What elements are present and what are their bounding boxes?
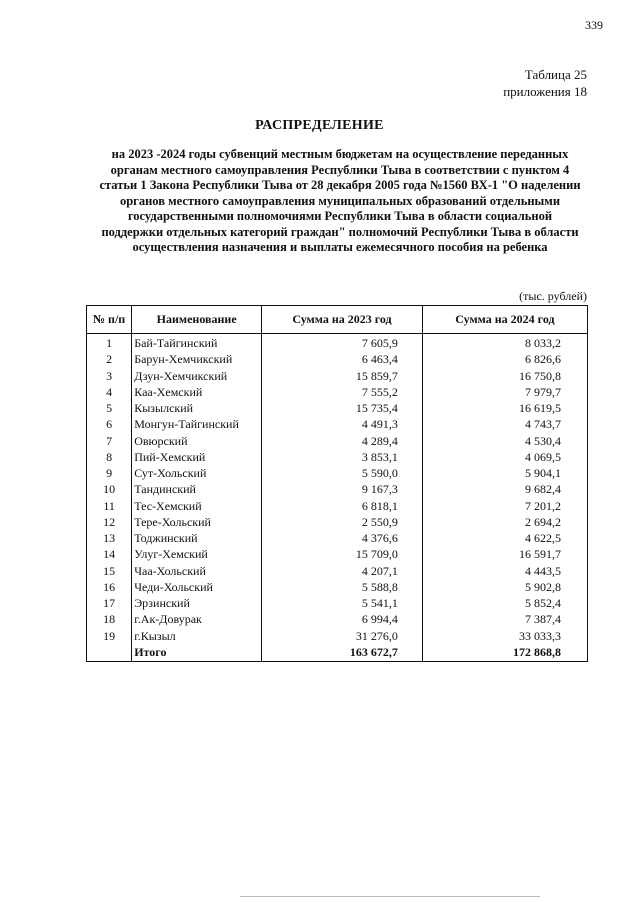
distribution-table <box>86 305 588 662</box>
cell-sum-2024: 8 033,2 <box>422 334 587 352</box>
total-cell-sum-2024: 172 868,8 <box>422 644 587 662</box>
cell-sum-2023: 7 605,9 <box>262 334 423 352</box>
cell-name: Каа-Хемский <box>132 384 262 400</box>
cell-sum-2024: 4 069,5 <box>422 449 587 465</box>
table-row <box>87 433 588 449</box>
cell-sum-2024: 5 852,4 <box>422 595 587 611</box>
cell-sum-2024: 7 201,2 <box>422 498 587 514</box>
cell-sum-2023: 6 818,1 <box>262 498 423 514</box>
cell-sum-2023: 4 376,6 <box>262 530 423 546</box>
cell-name: Чеди-Хольский <box>132 579 262 595</box>
subtitle-line: поддержки отдельных категорий граждан" полномочий Республики Тыва в области <box>101 224 579 239</box>
cell-number: 2 <box>87 351 132 367</box>
cell-number: 17 <box>87 595 132 611</box>
table-row <box>87 449 588 465</box>
page-number: 339 <box>585 18 603 32</box>
cell-sum-2024: 4 443,5 <box>422 563 587 579</box>
table-ref-line-1: Таблица 25 <box>524 67 587 82</box>
table-row <box>87 384 588 400</box>
cell-number: 13 <box>87 530 132 546</box>
cell-sum-2023: 5 588,8 <box>262 579 423 595</box>
total-cell-name: Итого <box>132 644 262 662</box>
cell-sum-2023: 4 289,4 <box>262 433 423 449</box>
cell-name: Дзун-Хемчикский <box>132 368 262 384</box>
cell-sum-2023: 7 555,2 <box>262 384 423 400</box>
table-row <box>87 465 588 481</box>
total-cell-sum-2023: 163 672,7 <box>262 644 423 662</box>
subtitle-line: органов местного самоуправления муниципальных образований отдельными <box>119 193 561 208</box>
cell-sum-2024: 2 694,2 <box>422 514 587 530</box>
cell-name: Тоджинский <box>132 530 262 546</box>
cell-sum-2023: 5 541,1 <box>262 595 423 611</box>
table-ref-line-2: приложения 18 <box>503 84 587 99</box>
cell-number: 3 <box>87 368 132 384</box>
cell-number: 10 <box>87 481 132 497</box>
cell-number: 18 <box>87 611 132 627</box>
cell-number: 14 <box>87 546 132 562</box>
scan-bottom-rule <box>240 896 540 897</box>
cell-name: Бай-Тайгинский <box>132 334 262 352</box>
document-subtitle <box>90 147 590 256</box>
cell-number: 1 <box>87 334 132 352</box>
cell-number: 12 <box>87 514 132 530</box>
table-row <box>87 514 588 530</box>
cell-number: 4 <box>87 384 132 400</box>
cell-sum-2024: 6 826,6 <box>422 351 587 367</box>
cell-number: 8 <box>87 449 132 465</box>
cell-name: Кызылский <box>132 400 262 416</box>
cell-sum-2023: 4 207,1 <box>262 563 423 579</box>
cell-sum-2023: 15 859,7 <box>262 368 423 384</box>
table-row <box>87 530 588 546</box>
table-row <box>87 416 588 432</box>
table-row <box>87 563 588 579</box>
table-row <box>87 579 588 595</box>
cell-sum-2024: 7 979,7 <box>422 384 587 400</box>
total-cell-number <box>87 644 132 662</box>
cell-name: Овюрский <box>132 433 262 449</box>
cell-name: Эрзинский <box>132 595 262 611</box>
header-sum-2023: Сумма на 2023 год <box>262 306 423 334</box>
cell-sum-2023: 6 463,4 <box>262 351 423 367</box>
cell-name: Тес-Хемский <box>132 498 262 514</box>
table-row <box>87 368 588 384</box>
header-number: № п/п <box>87 306 132 334</box>
cell-sum-2023: 15 709,0 <box>262 546 423 562</box>
cell-number: 19 <box>87 628 132 644</box>
cell-sum-2024: 5 904,1 <box>422 465 587 481</box>
cell-sum-2024: 16 591,7 <box>422 546 587 562</box>
table-row <box>87 351 588 367</box>
header-sum-2024: Сумма на 2024 год <box>422 306 587 334</box>
document-title: РАСПРЕДЕЛЕНИЕ <box>255 118 384 133</box>
cell-sum-2024: 4 743,7 <box>422 416 587 432</box>
subtitle-line: государственными полномочиями Республики Тыва в области социальной <box>127 209 553 223</box>
cell-sum-2023: 9 167,3 <box>262 481 423 497</box>
cell-name: г.Ак-Довурак <box>132 611 262 627</box>
cell-name: Барун-Хемчикский <box>132 351 262 367</box>
table-reference <box>503 66 587 100</box>
cell-sum-2024: 33 033,3 <box>422 628 587 644</box>
table-row <box>87 595 588 611</box>
subtitle-line: органам местного самоуправления Республики Тыва в соответствии с пунктом 4 <box>110 162 570 177</box>
table-row <box>87 334 588 352</box>
cell-number: 16 <box>87 579 132 595</box>
subtitle-line: осуществления назначения и выплаты ежемесячного пособия на ребенка <box>132 240 548 254</box>
table-row <box>87 498 588 514</box>
header-name: Наименование <box>132 306 262 334</box>
cell-sum-2023: 6 994,4 <box>262 611 423 627</box>
cell-number: 9 <box>87 465 132 481</box>
table-row <box>87 481 588 497</box>
cell-sum-2023: 15 735,4 <box>262 400 423 416</box>
cell-number: 6 <box>87 416 132 432</box>
subtitle-line: статьи 1 Закона Республики Тыва от 28 декабря 2005 года №1560 ВХ-1 "О наделении <box>99 178 581 192</box>
cell-name: Тере-Хольский <box>132 514 262 530</box>
cell-number: 5 <box>87 400 132 416</box>
cell-name: Чаа-Хольский <box>132 563 262 579</box>
cell-sum-2024: 16 619,5 <box>422 400 587 416</box>
cell-sum-2023: 31 276,0 <box>262 628 423 644</box>
units-label: (тыс. рублей) <box>519 289 587 303</box>
table-total-row <box>87 644 588 662</box>
cell-name: Монгун-Тайгинский <box>132 416 262 432</box>
cell-sum-2023: 2 550,9 <box>262 514 423 530</box>
cell-sum-2024: 5 902,8 <box>422 579 587 595</box>
cell-number: 11 <box>87 498 132 514</box>
cell-sum-2024: 9 682,4 <box>422 481 587 497</box>
table-row <box>87 611 588 627</box>
table-header-row <box>87 306 588 334</box>
cell-name: Сут-Хольский <box>132 465 262 481</box>
cell-number: 7 <box>87 433 132 449</box>
table-row <box>87 546 588 562</box>
subtitle-line: на 2023 -2024 годы субвенций местным бюджетам на осуществление переданных <box>111 147 569 161</box>
cell-name: Улуг-Хемский <box>132 546 262 562</box>
cell-name: Тандинский <box>132 481 262 497</box>
table-row <box>87 400 588 416</box>
cell-sum-2023: 4 491,3 <box>262 416 423 432</box>
cell-name: г.Кызыл <box>132 628 262 644</box>
cell-sum-2024: 16 750,8 <box>422 368 587 384</box>
table-row <box>87 628 588 644</box>
table-body <box>87 334 588 662</box>
cell-sum-2024: 4 530,4 <box>422 433 587 449</box>
cell-sum-2023: 5 590,0 <box>262 465 423 481</box>
cell-name: Пий-Хемский <box>132 449 262 465</box>
cell-number: 15 <box>87 563 132 579</box>
cell-sum-2024: 7 387,4 <box>422 611 587 627</box>
cell-sum-2023: 3 853,1 <box>262 449 423 465</box>
cell-sum-2024: 4 622,5 <box>422 530 587 546</box>
